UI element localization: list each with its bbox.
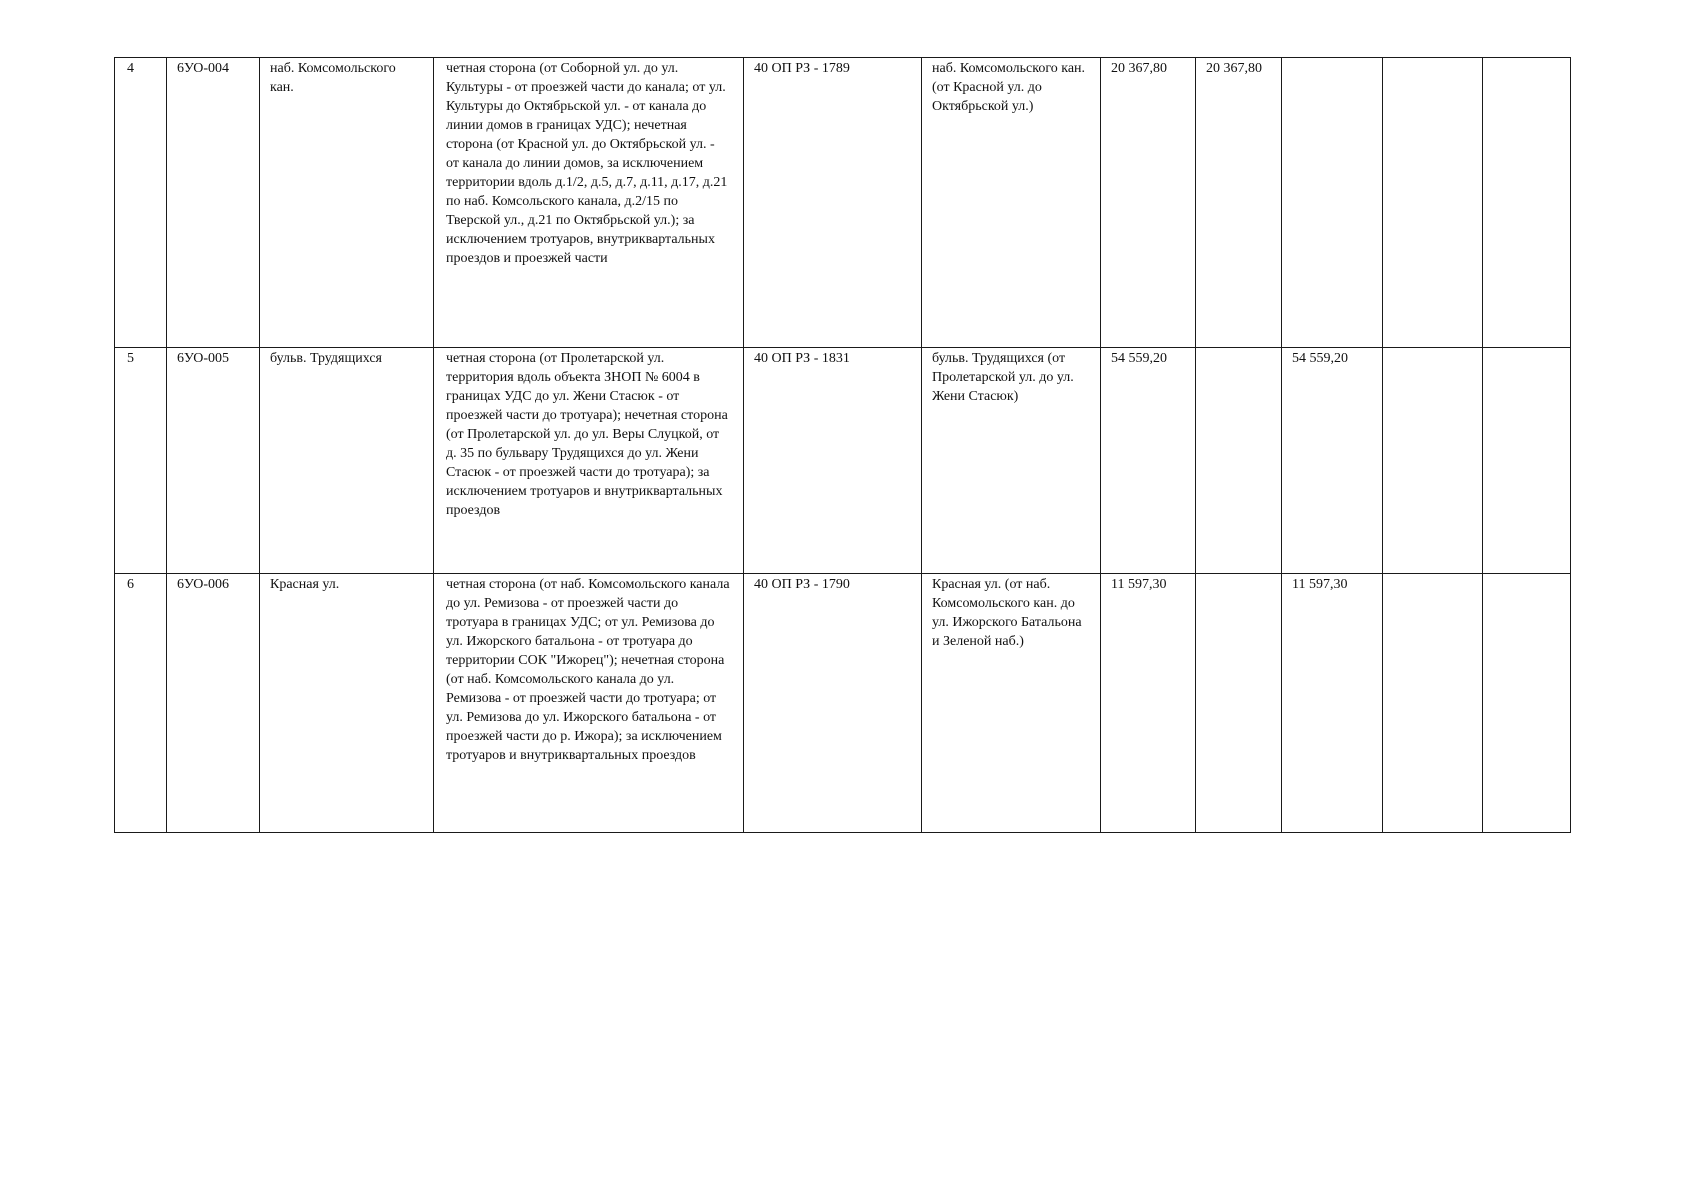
empty-column-10-cell xyxy=(1383,58,1483,348)
total-area-cell: 20 367,80 xyxy=(1101,58,1196,348)
road-name-cell: бульв. Трудящихся (от Пролетарской ул. до ул. Жени Стасюк) xyxy=(922,348,1101,574)
object-code-cell: 6УО-006 xyxy=(167,574,260,833)
empty-column-11-cell xyxy=(1483,58,1571,348)
row-number-cell: 5 xyxy=(115,348,167,574)
empty-column-10-cell xyxy=(1383,574,1483,833)
area-column-3-cell xyxy=(1282,58,1383,348)
table-row xyxy=(115,574,1571,833)
road-name-cell: наб. Комсомольского кан. (от Красной ул. до Октябрьской ул.) xyxy=(922,58,1101,348)
row-number-cell: 4 xyxy=(115,58,167,348)
area-column-2-cell xyxy=(1196,348,1282,574)
table-row xyxy=(115,348,1571,574)
table-row xyxy=(115,58,1571,348)
object-code-cell: 6УО-005 xyxy=(167,348,260,574)
boundary-description-cell: четная сторона (от Пролетарской ул. территория вдоль объекта ЗНОП № 6004 в границах УДС до ул. Жени Стасюк - от проезжей части до тротуара); нечетная сторона (от Пролетарской ул. до ул. Веры Слуцкой, от д. 35 по бульвару Трудящихся до ул. Жени Стасюк - от проезжей части до тротуара); за исключением тротуаров и внутриквартальных проездов xyxy=(434,348,744,574)
object-code-cell: 6УО-004 xyxy=(167,58,260,348)
area-column-2-cell: 20 367,80 xyxy=(1196,58,1282,348)
empty-column-11-cell xyxy=(1483,574,1571,833)
empty-column-10-cell xyxy=(1383,348,1483,574)
object-name-cell: бульв. Трудящихся xyxy=(260,348,434,574)
road-id-cell: 40 ОП РЗ - 1790 xyxy=(744,574,922,833)
object-name-cell: Красная ул. xyxy=(260,574,434,833)
total-area-cell: 54 559,20 xyxy=(1101,348,1196,574)
row-number-cell: 6 xyxy=(115,574,167,833)
road-name-cell: Красная ул. (от наб. Комсомольского кан. до ул. Ижорского Батальона и Зеленой наб.) xyxy=(922,574,1101,833)
total-area-cell: 11 597,30 xyxy=(1101,574,1196,833)
object-name-cell: наб. Комсомольского кан. xyxy=(260,58,434,348)
boundary-description-cell: четная сторона (от наб. Комсомольского канала до ул. Ремизова - от проезжей части до тротуара в границах УДС; от ул. Ремизова до ул. Ижорского батальона - от тротуара до территории СОК "Ижорец"); нечетная сторона (от наб. Комсомольского канала до ул. Ремизова - от проезжей части до тротуара; от ул. Ремизова до ул. Ижорского батальона - от проезжей части до р. Ижора); за исключением тротуаров и внутриквартальных проездов xyxy=(434,574,744,833)
road-id-cell: 40 ОП РЗ - 1831 xyxy=(744,348,922,574)
area-column-3-cell: 11 597,30 xyxy=(1282,574,1383,833)
boundary-description-cell: четная сторона (от Соборной ул. до ул. Культуры - от проезжей части до канала; от ул. Культуры до Октябрьской ул. - от канала до линии домов в границах УДС); нечетная сторона (от Красной ул. до Октябрьской ул. - от канала до линии домов, за исключением территории вдоль д.1/2, д.5, д.7, д.11, д.17, д.21 по наб. Комсольского канала, д.2/15 по Тверской ул., д.21 по Октябрьской ул.); за исключением тротуаров, внутриквартальных проездов и проезжей части xyxy=(434,58,744,348)
area-column-3-cell: 54 559,20 xyxy=(1282,348,1383,574)
area-column-2-cell xyxy=(1196,574,1282,833)
empty-column-11-cell xyxy=(1483,348,1571,574)
road-registry-table xyxy=(114,57,1571,833)
road-id-cell: 40 ОП РЗ - 1789 xyxy=(744,58,922,348)
